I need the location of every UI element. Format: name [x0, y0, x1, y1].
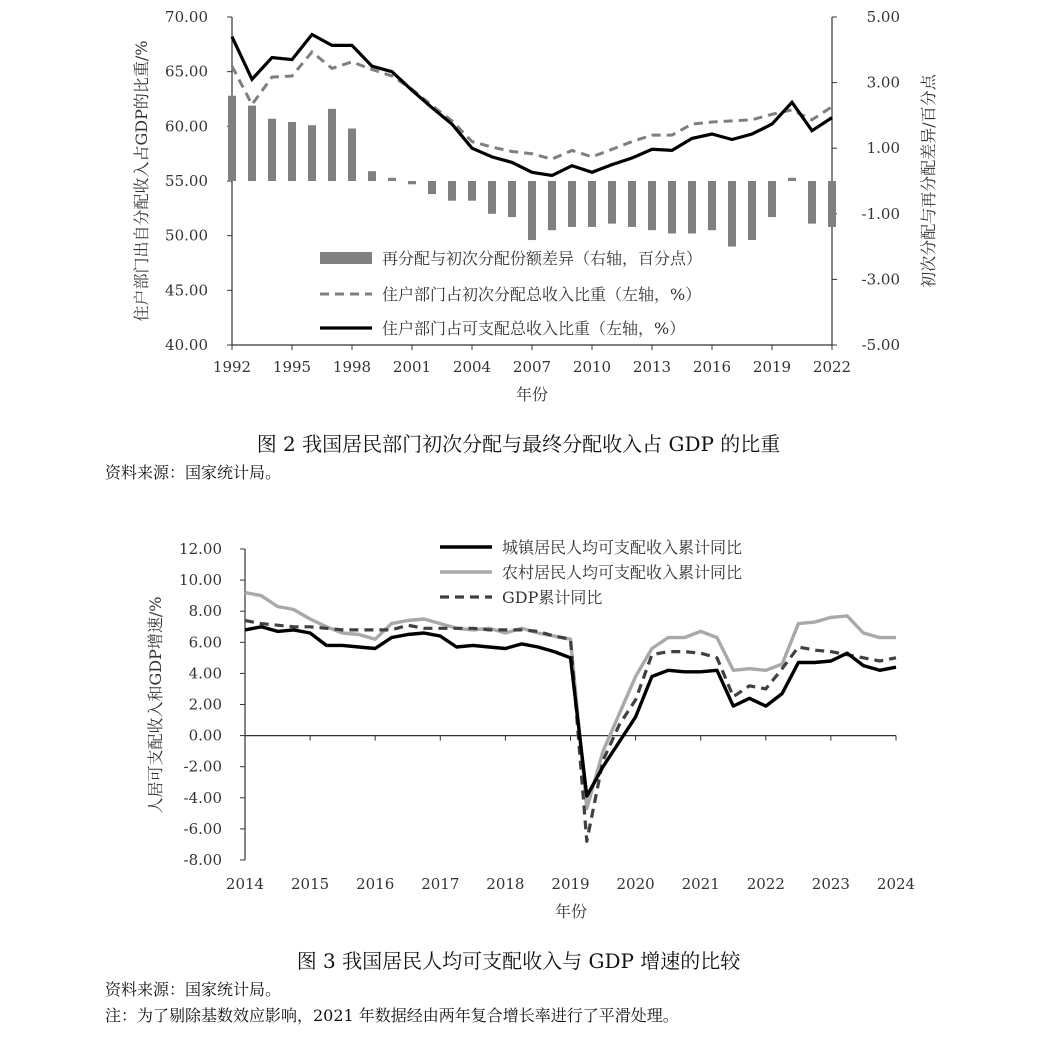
diff-bar	[768, 181, 776, 217]
figure-2-source: 资料来源：国家统计局。	[105, 463, 282, 482]
diff-bar	[268, 119, 276, 181]
diff-bar	[288, 122, 296, 181]
diff-bar	[448, 181, 456, 201]
diff-bar	[668, 181, 676, 233]
diff-bar	[648, 181, 656, 230]
x-tick-label: 2013	[632, 358, 672, 376]
figure-2-chart	[0, 0, 1037, 410]
x-tick-label: 2004	[452, 358, 492, 376]
y-tick-label: 8.00	[188, 602, 222, 621]
y-tick-label: -6.00	[183, 819, 222, 838]
diff-bar	[228, 96, 236, 181]
diff-bar	[548, 181, 556, 230]
diff-bar	[568, 181, 576, 227]
x-tick-label: 2015	[291, 875, 330, 893]
y-tick-label: -8.00	[183, 851, 222, 869]
figure-3-source: 资料来源：国家统计局。	[105, 980, 282, 999]
legend-label: 再分配与初次分配份额差异（右轴，百分点）	[382, 249, 703, 268]
y-tick-label: 4.00	[188, 664, 222, 683]
left-tick-label: 55.00	[165, 172, 208, 190]
x-tick-label: 2017	[421, 875, 460, 893]
diff-bar	[688, 181, 696, 233]
right-tick-label: 5.00	[866, 8, 900, 26]
diff-bar	[728, 181, 736, 247]
x-tick-label: 2016	[692, 358, 732, 376]
diff-bar	[308, 125, 316, 181]
left-axis-title: 住户部门出自分配收入占GDP的比重/%	[132, 40, 151, 322]
y-tick-label: 10.00	[179, 571, 222, 590]
figure-3-svg	[0, 530, 1037, 925]
x-tick-label: 2007	[512, 358, 552, 376]
diff-bar	[628, 181, 636, 227]
figure-3-chart	[0, 530, 1037, 925]
primary-distribution-line	[232, 52, 832, 159]
y-tick-label: 2.00	[188, 695, 222, 714]
x-axis-title: 年份	[554, 902, 588, 921]
legend-label: 住户部门占可支配总收入比重（左轴，%）	[382, 319, 686, 338]
left-tick-label: 40.00	[165, 336, 208, 354]
figure-3-caption: 图 3 我国居民人均可支配收入与 GDP 增速的比较	[296, 949, 741, 973]
diff-bar	[828, 181, 836, 227]
y-tick-label: 12.00	[179, 540, 222, 558]
left-tick-label: 70.00	[165, 8, 208, 26]
right-tick-label: 1.00	[866, 139, 900, 158]
diff-bar	[748, 181, 756, 240]
x-tick-label: 2023	[811, 875, 850, 893]
left-tick-label: 50.00	[165, 226, 208, 245]
diff-bar	[608, 181, 616, 224]
legend-label: 农村居民人均可支配收入累计同比	[502, 563, 743, 582]
figure-3-note: 注：为了剔除基数效应影响，2021 年数据经由两年复合增长率进行了平滑处理。	[105, 1006, 679, 1025]
x-axis-title: 年份	[515, 385, 549, 404]
diff-bar	[708, 181, 716, 230]
x-tick-label: 2021	[681, 875, 720, 893]
x-tick-label: 2019	[551, 875, 590, 893]
right-tick-label: -5.00	[861, 336, 900, 354]
legend-label: 城镇居民人均可支配收入累计同比	[502, 538, 743, 557]
x-tick-label: 2020	[616, 875, 655, 893]
diff-bar	[508, 181, 516, 217]
left-tick-label: 65.00	[165, 62, 208, 81]
x-tick-label: 1992	[212, 358, 252, 376]
diff-bar	[348, 129, 356, 181]
x-tick-label: 1998	[332, 358, 372, 376]
y-tick-label: -4.00	[183, 788, 222, 807]
x-tick-label: 2022	[812, 358, 852, 376]
right-tick-label: -1.00	[861, 204, 900, 223]
x-tick-label: 2022	[746, 875, 785, 893]
y-tick-label: 6.00	[188, 633, 222, 652]
diff-bar	[248, 106, 256, 181]
x-tick-label: 2001	[392, 358, 432, 376]
figure-2-svg	[0, 0, 1037, 410]
x-tick-label: 2014	[225, 875, 265, 893]
legend-label: 住户部门占初次分配总收入比重（左轴，%）	[382, 285, 702, 304]
x-tick-label: 1995	[272, 358, 312, 376]
diff-bar	[588, 181, 596, 227]
y-tick-label: 0.00	[188, 726, 222, 745]
right-axis-title: 初次分配与再分配差异/百分点	[919, 74, 938, 288]
x-tick-label: 2024	[876, 875, 916, 893]
diff-bar	[488, 181, 496, 214]
diff-bar	[528, 181, 536, 240]
diff-bar	[468, 181, 476, 201]
y-tick-label: -2.00	[183, 757, 222, 776]
x-tick-label: 2018	[486, 875, 525, 893]
x-tick-label: 2019	[752, 358, 792, 376]
x-tick-label: 2010	[572, 358, 612, 376]
diff-bar	[328, 109, 336, 181]
figure-2-caption: 图 2 我国居民部门初次分配与最终分配收入占 GDP 的比重	[256, 432, 781, 456]
left-tick-label: 60.00	[165, 117, 208, 136]
diff-bar	[408, 181, 416, 184]
diff-bar	[428, 181, 436, 194]
rural-income-line	[245, 593, 896, 809]
diff-bar	[368, 171, 376, 181]
y-axis-title: 人居可支配收入和GDP增速/%	[146, 596, 165, 814]
right-tick-label: 3.00	[866, 73, 900, 92]
x-tick-label: 2016	[356, 875, 395, 893]
diff-bar	[788, 178, 796, 181]
diff-bar	[808, 181, 816, 224]
legend-bar-swatch	[320, 252, 372, 264]
legend-label: GDP累计同比	[502, 588, 603, 607]
right-tick-label: -3.00	[861, 270, 900, 289]
left-tick-label: 45.00	[165, 281, 208, 300]
diff-bar	[388, 178, 396, 181]
